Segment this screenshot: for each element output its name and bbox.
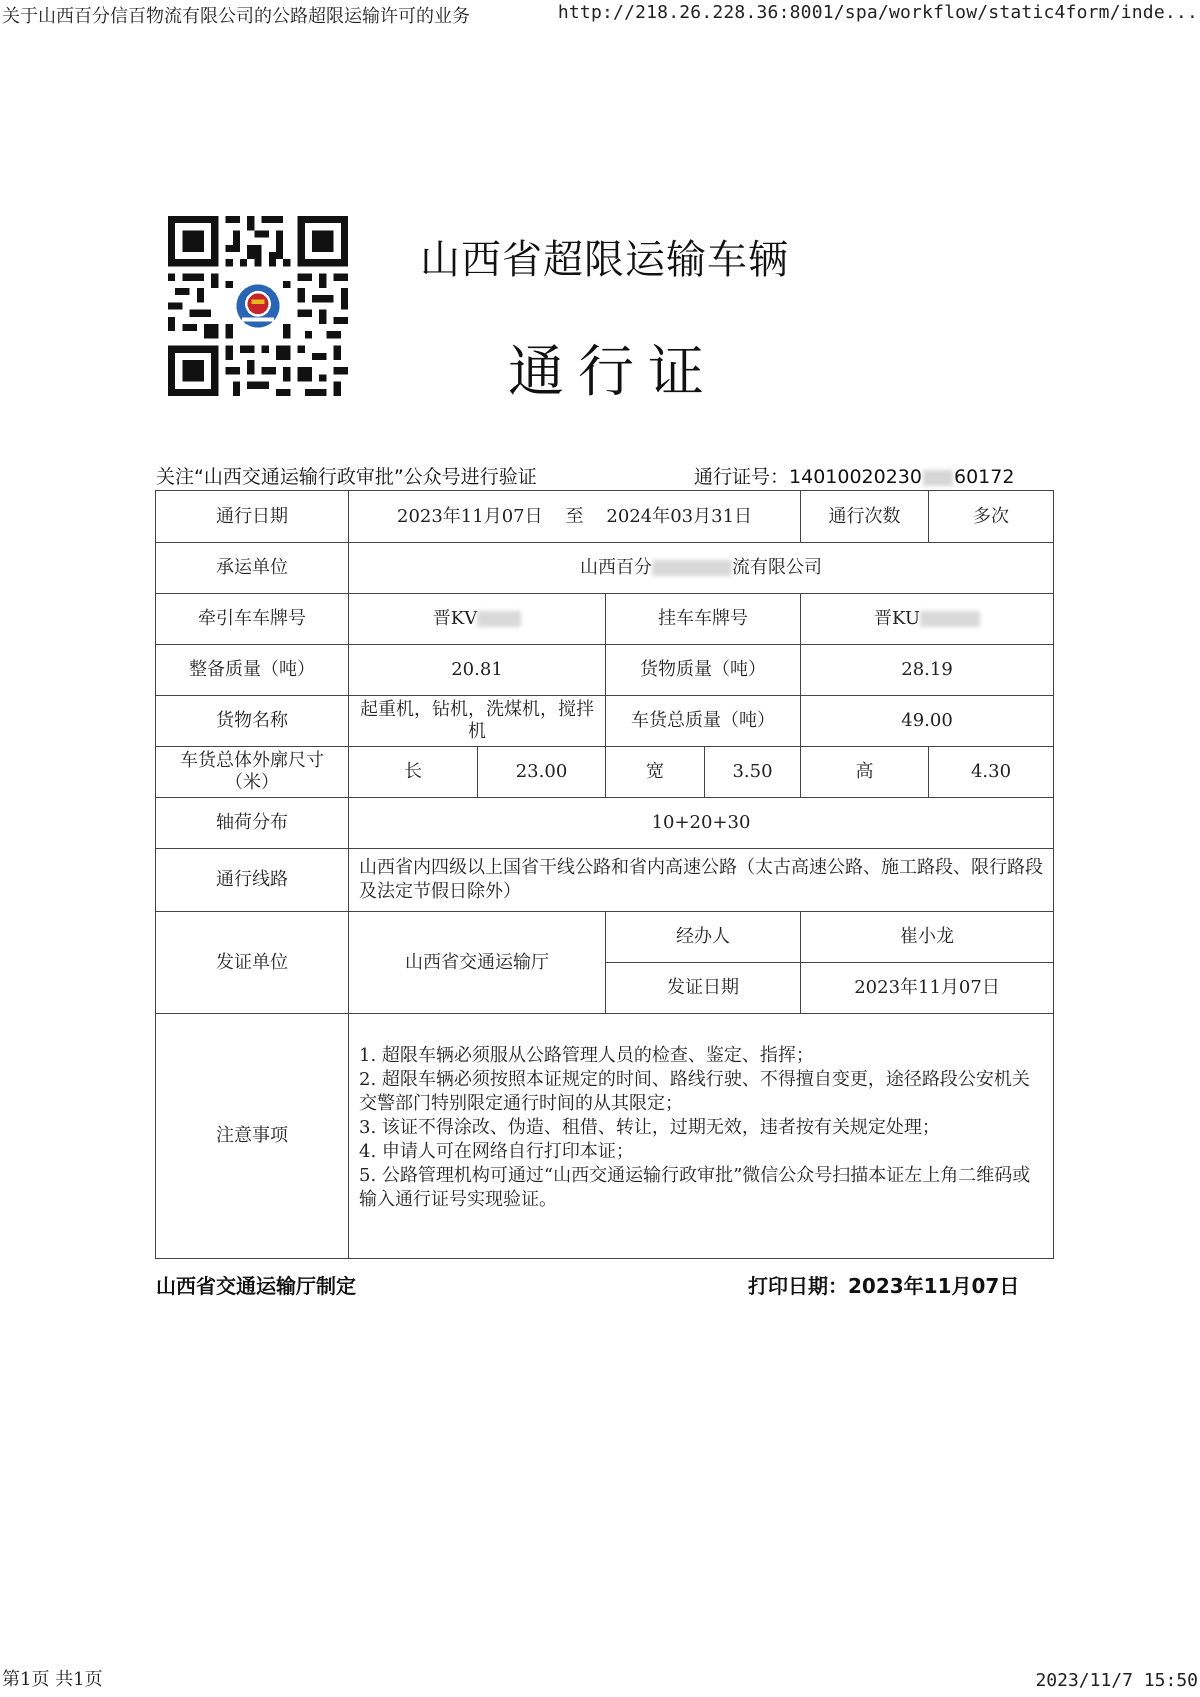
table-row: [156, 645, 1054, 696]
permit-number-prefix: 14010020230: [789, 466, 922, 488]
trailer-plate-label: 挂车车牌号: [606, 594, 801, 645]
length-value: 23.00: [478, 747, 606, 798]
height-label: 高: [801, 747, 929, 798]
curb-weight-value: 20.81: [349, 645, 606, 696]
page-indicator: 第1页 共1页: [2, 1669, 103, 1690]
issue-date-value: 2023年11月07日: [801, 963, 1054, 1014]
notes-value: [349, 1014, 1054, 1259]
table-row: [156, 491, 1054, 543]
axle-value: 10+20+30: [349, 798, 1054, 849]
carrier-prefix: 山西百分: [580, 557, 653, 579]
qr-code-icon: [168, 216, 348, 396]
pass-date-label: 通行日期: [156, 491, 349, 543]
table-row: [156, 912, 1054, 963]
redaction: [477, 611, 521, 627]
note-item: 1. 超限车辆必须服从公路管理人员的检查、鉴定、指挥；: [359, 1045, 814, 1067]
issuer-label: 发证单位: [156, 912, 349, 1014]
redaction: [920, 611, 980, 627]
print-date-label: 打印日期：: [748, 1274, 848, 1298]
pass-date-value: [349, 491, 801, 543]
redaction: [923, 470, 953, 486]
cargo-weight-value: 28.19: [801, 645, 1054, 696]
permit-number-suffix: 60172: [954, 466, 1015, 488]
pass-date-to: 2024年03月31日: [606, 505, 753, 527]
print-date: [748, 1270, 1019, 1299]
trailer-plate-value: [801, 594, 1054, 645]
pass-date-from: 2023年11月07日: [397, 505, 543, 527]
tractor-plate-value: [349, 594, 606, 645]
browser-page-title: 关于山西百分信百物流有限公司的公路超限运输许可的业务: [2, 6, 470, 27]
handler-label: 经办人: [606, 912, 801, 963]
note-item: 4. 申请人可在网络自行打印本证；: [359, 1140, 634, 1162]
trailer-plate: 晋KU: [874, 608, 921, 630]
table-row: [156, 543, 1054, 594]
gross-weight-label: 车货总质量（吨）: [606, 696, 801, 747]
print-timestamp: 2023/11/7 15:50: [1035, 1670, 1198, 1691]
issue-date-label: 发证日期: [606, 963, 801, 1014]
axle-label: 轴荷分布: [156, 798, 349, 849]
gross-weight-value: 49.00: [801, 696, 1054, 747]
carrier-suffix: 流有限公司: [732, 557, 823, 579]
table-row: [156, 849, 1054, 912]
permit-table: [155, 490, 1054, 1259]
print-date-value: 2023年11月07日: [848, 1274, 1020, 1298]
length-label: 长: [349, 747, 478, 798]
table-row: [156, 1014, 1054, 1259]
verify-instruction: 关注“山西交通运输行政审批”公众号进行验证: [156, 466, 537, 488]
emblem-icon: [234, 282, 282, 330]
width-label: 宽: [606, 747, 705, 798]
dimensions-label: 车货总体外廓尺寸（米）: [156, 747, 349, 798]
document-subtitle: 通行证: [508, 340, 718, 405]
cargo-name-value: 起重机，钻机，洗煤机，搅拌机: [349, 696, 606, 747]
permit-number-label: 通行证号：: [694, 466, 790, 488]
table-row: [156, 696, 1054, 747]
width-value: 3.50: [705, 747, 801, 798]
handler-value: 崔小龙: [801, 912, 1054, 963]
browser-url: http://218.26.228.36:8001/spa/workflow/static4form/inde...: [557, 2, 1198, 23]
carrier-value: [349, 543, 1054, 594]
curb-weight-label: 整备质量（吨）: [156, 645, 349, 696]
table-row: [156, 594, 1054, 645]
note-item: 5. 公路管理机构可通过“山西交通运输行政审批”微信公众号扫描本证左上角二维码或输入通行证号实现验证。: [359, 1164, 1031, 1210]
issuer-value: 山西省交通运输厅: [349, 912, 606, 1014]
note-item: 3. 该证不得涂改、伪造、租借、转让，过期无效，违者按有关规定处理；: [359, 1117, 940, 1139]
tractor-plate: 晋KV: [432, 608, 478, 630]
redaction: [652, 560, 732, 576]
document-maker: 山西省交通运输厅制定: [156, 1274, 356, 1298]
pass-date-separator: 至: [565, 505, 584, 527]
table-row: [156, 747, 1054, 798]
route-value: 山西省内四级以上国省干线公路和省内高速公路（太古高速公路、施工路段、限行路段及法定节假日除外）: [349, 849, 1054, 912]
carrier-label: 承运单位: [156, 543, 349, 594]
table-row: [156, 798, 1054, 849]
route-label: 通行线路: [156, 849, 349, 912]
document-title: 山西省超限运输车辆: [420, 237, 789, 283]
pass-count-value: 多次: [929, 491, 1054, 543]
permit-number: [694, 462, 1014, 489]
tractor-plate-label: 牵引车车牌号: [156, 594, 349, 645]
cargo-weight-label: 货物质量（吨）: [606, 645, 801, 696]
notes-label: 注意事项: [156, 1014, 349, 1259]
height-value: 4.30: [929, 747, 1054, 798]
cargo-name-label: 货物名称: [156, 696, 349, 747]
note-item: 2. 超限车辆必须按照本证规定的时间、路线行驶、不得擅自变更，途径路段公安机关交警部门特别限定通行时间的从其限定；: [359, 1069, 1030, 1115]
pass-count-label: 通行次数: [801, 491, 929, 543]
